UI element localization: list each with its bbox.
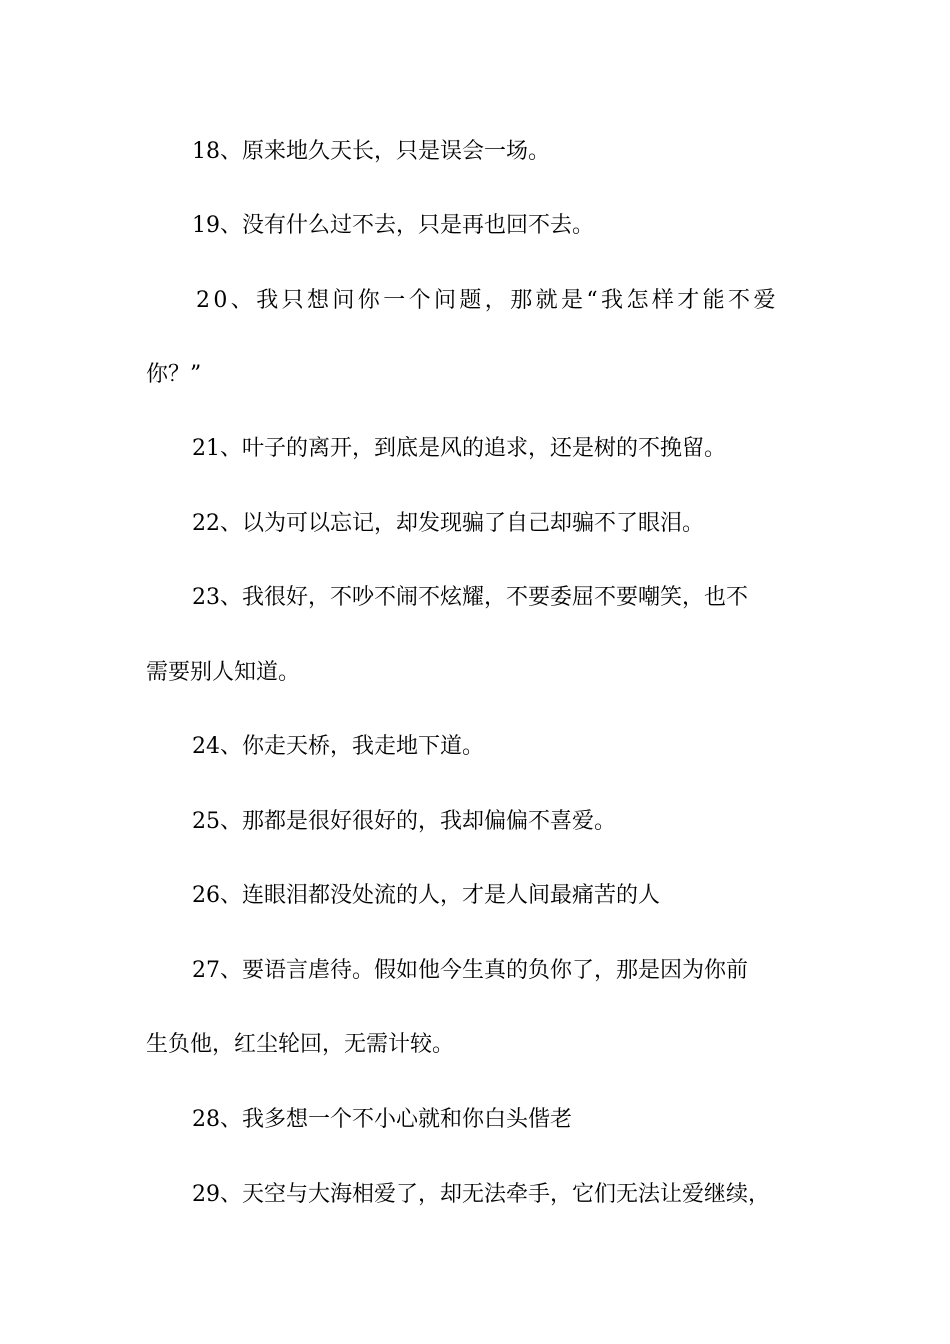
quote-21: 21、叶子的离开，到底是风的追求，还是树的不挽留。 — [192, 436, 726, 461]
quote-23-continuation: 需要别人知道。 — [146, 660, 301, 685]
quote-27: 27、要语言虐待。假如他今生真的负你了，那是因为你前 — [192, 958, 748, 983]
quote-22: 22、以为可以忘记，却发现骗了自己却骗不了眼泪。 — [192, 511, 704, 536]
quote-29: 29、天空与大海相爱了，却无法牵手，它们无法让爱继续， — [192, 1182, 770, 1207]
quote-20-continuation: 你？” — [146, 362, 202, 387]
quote-19: 19、没有什么过不去，只是再也回不去。 — [192, 213, 594, 238]
quote-23: 23、我很好，不吵不闹不炫耀，不要委屈不要嘲笑，也不 — [192, 585, 748, 610]
quote-26: 26、连眼泪都没处流的人，才是人间最痛苦的人 — [192, 883, 660, 908]
quote-27-continuation: 生负他，红尘轮回，无需计较。 — [146, 1032, 455, 1057]
quote-18: 18、原来地久天长，只是误会一场。 — [192, 139, 550, 164]
quote-20: 20、我只想问你一个问题，那就是“我怎样才能不爱 — [196, 288, 779, 313]
quote-25: 25、那都是很好很好的，我却偏偏不喜爱。 — [192, 809, 616, 834]
quote-28: 28、我多想一个不小心就和你白头偕老 — [192, 1107, 572, 1132]
quote-24: 24、你走天桥，我走地下道。 — [192, 734, 484, 759]
